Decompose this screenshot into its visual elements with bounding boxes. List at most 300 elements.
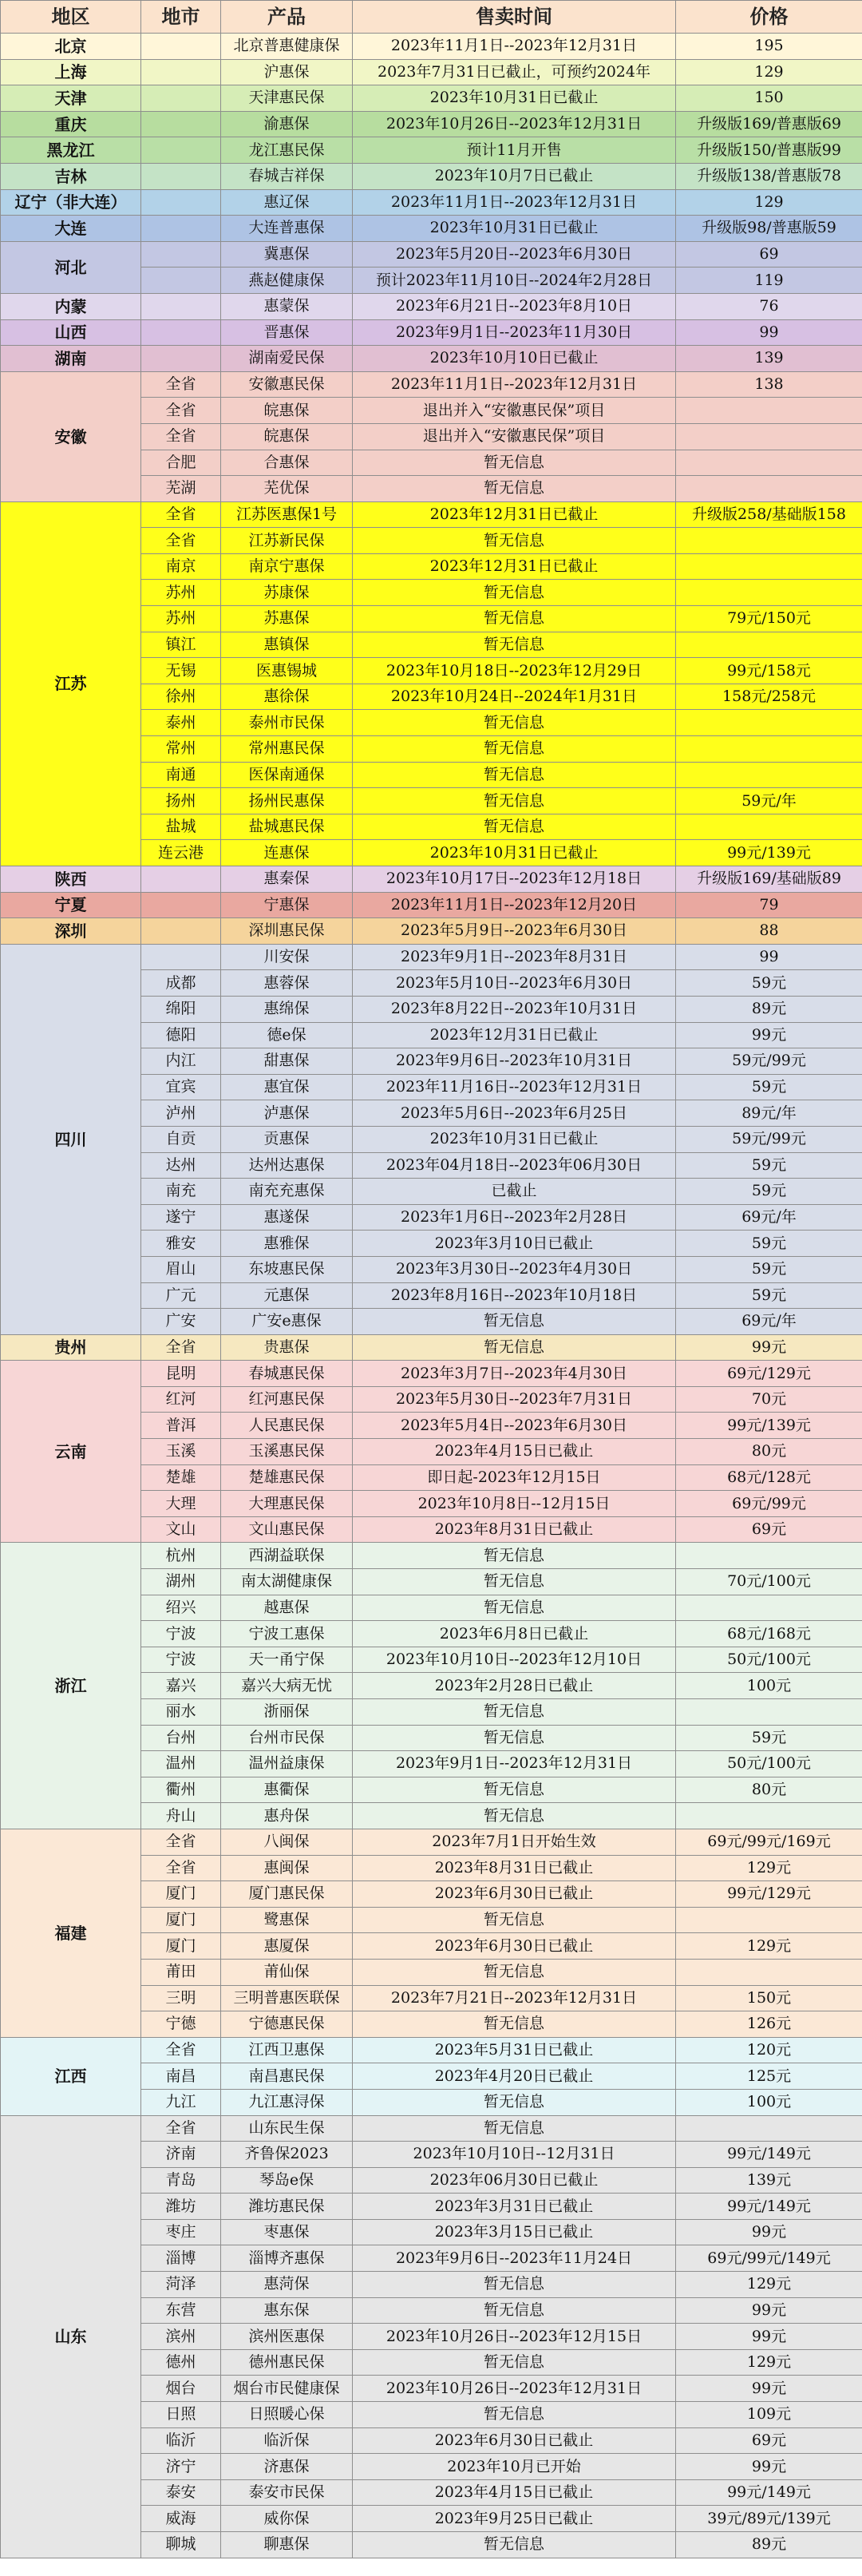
product-cell: 南太湖健康保 [221, 1569, 353, 1595]
time-cell: 暂无信息 [353, 710, 676, 736]
time-cell: 2023年10月17日--2023年12月18日 [353, 866, 676, 893]
product-cell: 惠徐保 [221, 684, 353, 710]
product-cell: 文山惠民保 [221, 1516, 353, 1543]
time-cell: 2023年6月30日已截止 [353, 2427, 676, 2454]
region-cell: 福建 [1, 1829, 141, 2037]
price-cell: 升级版169/普惠版69 [676, 111, 862, 137]
city-cell: 九江 [141, 2089, 221, 2115]
price-cell: 129元 [676, 1855, 862, 1881]
time-cell: 2023年6月30日已截止 [353, 1881, 676, 1908]
price-cell: 39元/89元/139元 [676, 2506, 862, 2532]
region-cell: 辽宁（非大连） [1, 189, 141, 216]
city-cell: 泰安 [141, 2479, 221, 2506]
product-cell: 济惠保 [221, 2454, 353, 2480]
price-cell [676, 1803, 862, 1829]
product-cell: 惠菏保 [221, 2272, 353, 2298]
header-cell-time: 售卖时间 [353, 1, 676, 34]
city-cell: 文山 [141, 1516, 221, 1543]
time-cell: 即日起-2023年12月15日 [353, 1464, 676, 1491]
price-cell: 129元 [676, 2349, 862, 2376]
region-cell: 上海 [1, 59, 141, 85]
time-cell: 2023年7月31日已截止，可预约2024年 [353, 59, 676, 85]
header-row [1, 1, 862, 34]
time-cell: 2023年3月10日已截止 [353, 1231, 676, 1257]
time-cell: 暂无信息 [353, 788, 676, 814]
product-cell: 浙丽保 [221, 1699, 353, 1726]
product-cell: 九江惠浔保 [221, 2089, 353, 2115]
header-cell-product: 产品 [221, 1, 353, 34]
product-cell: 燕赵健康保 [221, 268, 353, 294]
region-cell: 湖南 [1, 346, 141, 372]
product-cell: 惠衢保 [221, 1777, 353, 1803]
city-cell [141, 59, 221, 85]
price-cell: 150元 [676, 1985, 862, 2011]
city-cell: 威海 [141, 2506, 221, 2532]
city-cell: 衢州 [141, 1777, 221, 1803]
product-cell: 惠绵保 [221, 996, 353, 1022]
city-cell [141, 189, 221, 216]
time-cell: 2023年8月31日已截止 [353, 1516, 676, 1543]
product-cell: 滨州医惠保 [221, 2324, 353, 2350]
city-cell: 全省 [141, 2115, 221, 2142]
price-cell [676, 450, 862, 476]
time-cell: 2023年11月16日--2023年12月31日 [353, 1074, 676, 1100]
product-cell: 惠镇保 [221, 632, 353, 658]
table-body [1, 34, 862, 2558]
product-cell: 大理惠民保 [221, 1491, 353, 1517]
city-cell: 无锡 [141, 658, 221, 684]
time-cell: 2023年10月8日--12月15日 [353, 1491, 676, 1517]
price-cell [676, 528, 862, 554]
price-cell [676, 476, 862, 502]
price-cell: 120元 [676, 2037, 862, 2063]
price-cell: 99元/149元 [676, 2479, 862, 2506]
city-cell: 合肥 [141, 450, 221, 476]
city-cell: 自贡 [141, 1126, 221, 1152]
table-row [1, 371, 862, 398]
time-cell: 暂无信息 [353, 450, 676, 476]
city-cell: 大理 [141, 1491, 221, 1517]
time-cell: 暂无信息 [353, 1569, 676, 1595]
time-cell: 2023年10月10日--12月31日 [353, 2142, 676, 2168]
city-cell [141, 163, 221, 189]
city-cell: 全省 [141, 423, 221, 450]
time-cell: 暂无信息 [353, 762, 676, 788]
city-cell: 台州 [141, 1725, 221, 1751]
time-cell: 2023年12月31日已截止 [353, 501, 676, 528]
city-cell: 绵阳 [141, 996, 221, 1022]
time-cell: 暂无信息 [353, 736, 676, 763]
price-cell: 69元 [676, 2427, 862, 2454]
product-cell: 惠东保 [221, 2297, 353, 2324]
product-cell: 惠闽保 [221, 1855, 353, 1881]
region-cell: 山西 [1, 319, 141, 346]
region-cell: 北京 [1, 34, 141, 60]
price-cell: 99元/139元 [676, 1413, 862, 1439]
table-row [1, 1829, 862, 1855]
price-cell: 80元 [676, 1439, 862, 1465]
product-cell: 泰州市民保 [221, 710, 353, 736]
price-cell: 99元 [676, 2376, 862, 2402]
city-cell: 丽水 [141, 1699, 221, 1726]
time-cell: 2023年9月1日--2023年12月31日 [353, 1751, 676, 1777]
time-cell: 暂无信息 [353, 1334, 676, 1361]
header-cell-region: 地区 [1, 1, 141, 34]
city-cell [141, 944, 221, 970]
city-cell [141, 918, 221, 945]
product-cell: 贡惠保 [221, 1126, 353, 1152]
city-cell: 泸州 [141, 1100, 221, 1127]
product-cell: 南昌惠民保 [221, 2063, 353, 2090]
time-cell: 2023年6月8日已截止 [353, 1621, 676, 1647]
region-cell: 江西 [1, 2037, 141, 2115]
city-cell: 全省 [141, 398, 221, 424]
product-cell: 泰安市民保 [221, 2479, 353, 2506]
product-cell: 冀惠保 [221, 241, 353, 268]
price-cell: 69元/129元 [676, 1361, 862, 1387]
city-cell: 玉溪 [141, 1439, 221, 1465]
time-cell: 2023年10月31日已截止 [353, 216, 676, 242]
price-cell: 59元 [676, 1231, 862, 1257]
time-cell: 暂无信息 [353, 1907, 676, 1933]
product-cell: 盐城惠民保 [221, 814, 353, 840]
time-cell: 预计2023年11月10日--2024年2月28日 [353, 268, 676, 294]
city-cell: 苏州 [141, 606, 221, 632]
time-cell: 暂无信息 [353, 1959, 676, 1985]
price-cell: 129元 [676, 1933, 862, 1960]
price-cell: 升级版138/普惠版78 [676, 163, 862, 189]
time-cell: 暂无信息 [353, 2089, 676, 2115]
product-cell: 嘉兴大病无忧 [221, 1673, 353, 1699]
time-cell: 2023年11月1日--2023年12月31日 [353, 189, 676, 216]
table-row [1, 2115, 862, 2142]
time-cell: 2023年10月26日--2023年12月31日 [353, 2376, 676, 2402]
product-cell: 齐鲁保2023 [221, 2142, 353, 2168]
table-row [1, 59, 862, 85]
product-cell: 江苏新民保 [221, 528, 353, 554]
price-cell: 69元/99元/149元 [676, 2245, 862, 2272]
price-cell: 69元/年 [676, 1309, 862, 1335]
table-row [1, 111, 862, 137]
city-cell [141, 216, 221, 242]
time-cell: 2023年8月22日--2023年10月31日 [353, 996, 676, 1022]
time-cell: 2023年9月1日--2023年11月30日 [353, 319, 676, 346]
product-cell: 泸惠保 [221, 1100, 353, 1127]
product-cell: 贵惠保 [221, 1334, 353, 1361]
time-cell: 2023年7月21日--2023年12月31日 [353, 1985, 676, 2011]
product-cell: 江苏医惠保1号 [221, 501, 353, 528]
time-cell: 暂无信息 [353, 632, 676, 658]
time-cell: 2023年4月15日已截止 [353, 2479, 676, 2506]
city-cell: 扬州 [141, 788, 221, 814]
time-cell: 2023年2月28日已截止 [353, 1673, 676, 1699]
time-cell: 暂无信息 [353, 1725, 676, 1751]
price-cell: 129元 [676, 2272, 862, 2298]
price-cell [676, 553, 862, 580]
price-cell: 59元 [676, 1179, 862, 1205]
city-cell: 聊城 [141, 2532, 221, 2558]
time-cell: 2023年10月已开始 [353, 2454, 676, 2480]
city-cell: 三明 [141, 1985, 221, 2011]
price-cell [676, 398, 862, 424]
city-cell: 厦门 [141, 1907, 221, 1933]
product-cell: 扬州民惠保 [221, 788, 353, 814]
time-cell: 2023年10月31日已截止 [353, 1126, 676, 1152]
product-cell: 安徽惠民保 [221, 371, 353, 398]
price-cell: 139 [676, 346, 862, 372]
time-cell: 暂无信息 [353, 2349, 676, 2376]
product-cell: 芜优保 [221, 476, 353, 502]
city-cell [141, 866, 221, 893]
product-cell: 沪惠保 [221, 59, 353, 85]
price-cell: 80元 [676, 1777, 862, 1803]
time-cell: 2023年4月20日已截止 [353, 2063, 676, 2090]
price-cell [676, 710, 862, 736]
price-cell: 59元 [676, 1282, 862, 1309]
region-cell: 江苏 [1, 501, 141, 866]
city-cell [141, 241, 221, 268]
price-cell: 109元 [676, 2402, 862, 2428]
city-cell: 南通 [141, 762, 221, 788]
price-cell: 70元/100元 [676, 1569, 862, 1595]
region-cell: 吉林 [1, 163, 141, 189]
product-cell: 甜惠保 [221, 1048, 353, 1075]
city-cell: 南昌 [141, 2063, 221, 2090]
city-cell: 潍坊 [141, 2194, 221, 2220]
region-cell: 陕西 [1, 866, 141, 893]
product-cell: 鹭惠保 [221, 1907, 353, 1933]
price-cell: 99元 [676, 2324, 862, 2350]
time-cell: 2023年10月26日--2023年12月31日 [353, 111, 676, 137]
price-cell: 升级版150/普惠版99 [676, 137, 862, 164]
city-cell: 内江 [141, 1048, 221, 1075]
time-cell: 预计11月开售 [353, 137, 676, 164]
time-cell: 2023年6月30日已截止 [353, 1933, 676, 1960]
time-cell: 暂无信息 [353, 1803, 676, 1829]
city-cell: 济南 [141, 2142, 221, 2168]
price-cell: 89元 [676, 996, 862, 1022]
price-cell: 99元/139元 [676, 840, 862, 866]
price-cell: 99元/129元 [676, 1881, 862, 1908]
price-cell: 59元/99元 [676, 1126, 862, 1152]
region-cell: 贵州 [1, 1334, 141, 1361]
price-cell: 79元/150元 [676, 606, 862, 632]
price-cell [676, 1907, 862, 1933]
time-cell: 2023年10月31日已截止 [353, 85, 676, 112]
city-cell [141, 34, 221, 60]
city-cell: 雅安 [141, 1231, 221, 1257]
product-cell: 常州惠民保 [221, 736, 353, 763]
price-cell: 150 [676, 85, 862, 112]
price-cell: 59元 [676, 1725, 862, 1751]
table-row [1, 866, 862, 893]
product-cell: 惠厦保 [221, 1933, 353, 1960]
city-cell: 芜湖 [141, 476, 221, 502]
time-cell: 暂无信息 [353, 528, 676, 554]
product-cell: 聊惠保 [221, 2532, 353, 2558]
price-cell: 68元/128元 [676, 1464, 862, 1491]
time-cell: 退出并入“安徽惠民保”项目 [353, 398, 676, 424]
time-cell: 2023年5月10日--2023年6月30日 [353, 970, 676, 997]
product-cell: 台州市民保 [221, 1725, 353, 1751]
region-cell: 云南 [1, 1361, 141, 1543]
price-cell: 69元/年 [676, 1204, 862, 1231]
product-cell: 德e保 [221, 1022, 353, 1048]
time-cell: 2023年9月6日--2023年11月24日 [353, 2245, 676, 2272]
time-cell: 暂无信息 [353, 580, 676, 606]
table-row [1, 137, 862, 164]
time-cell: 2023年5月31日已截止 [353, 2037, 676, 2063]
time-cell: 2023年4月15日已截止 [353, 1439, 676, 1465]
product-cell: 渝惠保 [221, 111, 353, 137]
price-cell [676, 423, 862, 450]
city-cell: 广安 [141, 1309, 221, 1335]
product-cell: 连惠保 [221, 840, 353, 866]
region-cell: 黑龙江 [1, 137, 141, 164]
price-cell: 69 [676, 241, 862, 268]
price-cell: 99 [676, 944, 862, 970]
price-cell: 88 [676, 918, 862, 945]
time-cell: 2023年1月6日--2023年2月28日 [353, 1204, 676, 1231]
city-cell: 宁德 [141, 2011, 221, 2038]
price-cell: 89元 [676, 2532, 862, 2558]
city-cell: 厦门 [141, 1933, 221, 1960]
city-cell: 南京 [141, 553, 221, 580]
price-cell: 129 [676, 59, 862, 85]
time-cell: 2023年6月21日--2023年8月10日 [353, 293, 676, 319]
city-cell [141, 293, 221, 319]
table-row [1, 1543, 862, 1569]
product-cell: 皖惠保 [221, 398, 353, 424]
product-cell: 威你保 [221, 2506, 353, 2532]
table-row [1, 241, 862, 268]
product-cell: 元惠保 [221, 1282, 353, 1309]
city-cell: 昆明 [141, 1361, 221, 1387]
price-cell: 99元 [676, 2454, 862, 2480]
time-cell: 退出并入“安徽惠民保”项目 [353, 423, 676, 450]
product-cell: 医保南通保 [221, 762, 353, 788]
city-cell: 连云港 [141, 840, 221, 866]
city-cell: 东营 [141, 2297, 221, 2324]
product-cell: 大连普惠保 [221, 216, 353, 242]
city-cell: 青岛 [141, 2167, 221, 2194]
price-cell: 升级版169/基础版89 [676, 866, 862, 893]
time-cell: 2023年3月15日已截止 [353, 2219, 676, 2245]
product-cell: 皖惠保 [221, 423, 353, 450]
table-row [1, 501, 862, 528]
city-cell: 全省 [141, 371, 221, 398]
city-cell: 舟山 [141, 1803, 221, 1829]
time-cell: 2023年10月31日已截止 [353, 840, 676, 866]
region-cell: 天津 [1, 85, 141, 112]
product-cell: 枣惠保 [221, 2219, 353, 2245]
table-row [1, 163, 862, 189]
time-cell: 2023年11月1日--2023年12月20日 [353, 892, 676, 918]
price-cell: 升级版98/普惠版59 [676, 216, 862, 242]
product-cell: 宁德惠民保 [221, 2011, 353, 2038]
product-cell: 温州益康保 [221, 1751, 353, 1777]
table-row [1, 918, 862, 945]
region-cell: 浙江 [1, 1543, 141, 1829]
city-cell: 徐州 [141, 684, 221, 710]
product-cell: 德州惠民保 [221, 2349, 353, 2376]
product-cell: 苏康保 [221, 580, 353, 606]
city-cell: 枣庄 [141, 2219, 221, 2245]
region-cell: 宁夏 [1, 892, 141, 918]
table-row [1, 1334, 862, 1361]
product-cell: 南京宁惠保 [221, 553, 353, 580]
city-cell [141, 111, 221, 137]
city-cell: 全省 [141, 2037, 221, 2063]
table-row [1, 892, 862, 918]
city-cell: 温州 [141, 1751, 221, 1777]
price-cell: 59元 [676, 970, 862, 997]
region-cell: 内蒙 [1, 293, 141, 319]
city-cell [141, 268, 221, 294]
city-cell: 烟台 [141, 2376, 221, 2402]
city-cell: 德州 [141, 2349, 221, 2376]
price-cell: 68元/168元 [676, 1621, 862, 1647]
price-cell: 89元/年 [676, 1100, 862, 1127]
city-cell [141, 137, 221, 164]
price-cell: 138 [676, 371, 862, 398]
price-cell [676, 814, 862, 840]
time-cell: 暂无信息 [353, 2011, 676, 2038]
product-cell: 淄博齐惠保 [221, 2245, 353, 2272]
price-cell: 69元 [676, 1516, 862, 1543]
time-cell: 2023年3月7日--2023年4月30日 [353, 1361, 676, 1387]
table-row [1, 346, 862, 372]
product-cell: 湖南爱民保 [221, 346, 353, 372]
region-cell: 安徽 [1, 371, 141, 501]
city-cell: 红河 [141, 1386, 221, 1413]
city-cell: 宁波 [141, 1647, 221, 1673]
time-cell: 2023年8月31日已截止 [353, 1855, 676, 1881]
product-cell: 北京普惠健康保 [221, 34, 353, 60]
time-cell: 暂无信息 [353, 1699, 676, 1726]
price-cell [676, 736, 862, 763]
price-cell [676, 580, 862, 606]
product-cell: 春城吉祥保 [221, 163, 353, 189]
time-cell: 暂无信息 [353, 1595, 676, 1621]
product-cell: 天一甬宁保 [221, 1647, 353, 1673]
product-cell: 临沂保 [221, 2427, 353, 2454]
city-cell: 成都 [141, 970, 221, 997]
city-cell: 楚雄 [141, 1464, 221, 1491]
time-cell: 暂无信息 [353, 1777, 676, 1803]
city-cell: 临沂 [141, 2427, 221, 2454]
product-cell: 惠辽保 [221, 189, 353, 216]
product-cell: 川安保 [221, 944, 353, 970]
city-cell: 盐城 [141, 814, 221, 840]
time-cell: 2023年3月30日--2023年4月30日 [353, 1256, 676, 1282]
price-cell: 158元/258元 [676, 684, 862, 710]
product-cell: 广安e惠保 [221, 1309, 353, 1335]
price-cell: 100元 [676, 1673, 862, 1699]
product-cell: 惠蒙保 [221, 293, 353, 319]
time-cell: 暂无信息 [353, 814, 676, 840]
price-cell: 50元/100元 [676, 1647, 862, 1673]
product-cell: 惠舟保 [221, 1803, 353, 1829]
time-cell: 2023年9月25日已截止 [353, 2506, 676, 2532]
time-cell: 2023年10月26日--2023年12月15日 [353, 2324, 676, 2350]
region-cell: 四川 [1, 944, 141, 1334]
city-cell: 广元 [141, 1282, 221, 1309]
time-cell: 2023年10月10日已截止 [353, 346, 676, 372]
price-cell: 50元/100元 [676, 1751, 862, 1777]
price-cell: 129 [676, 189, 862, 216]
city-cell: 宜宾 [141, 1074, 221, 1100]
